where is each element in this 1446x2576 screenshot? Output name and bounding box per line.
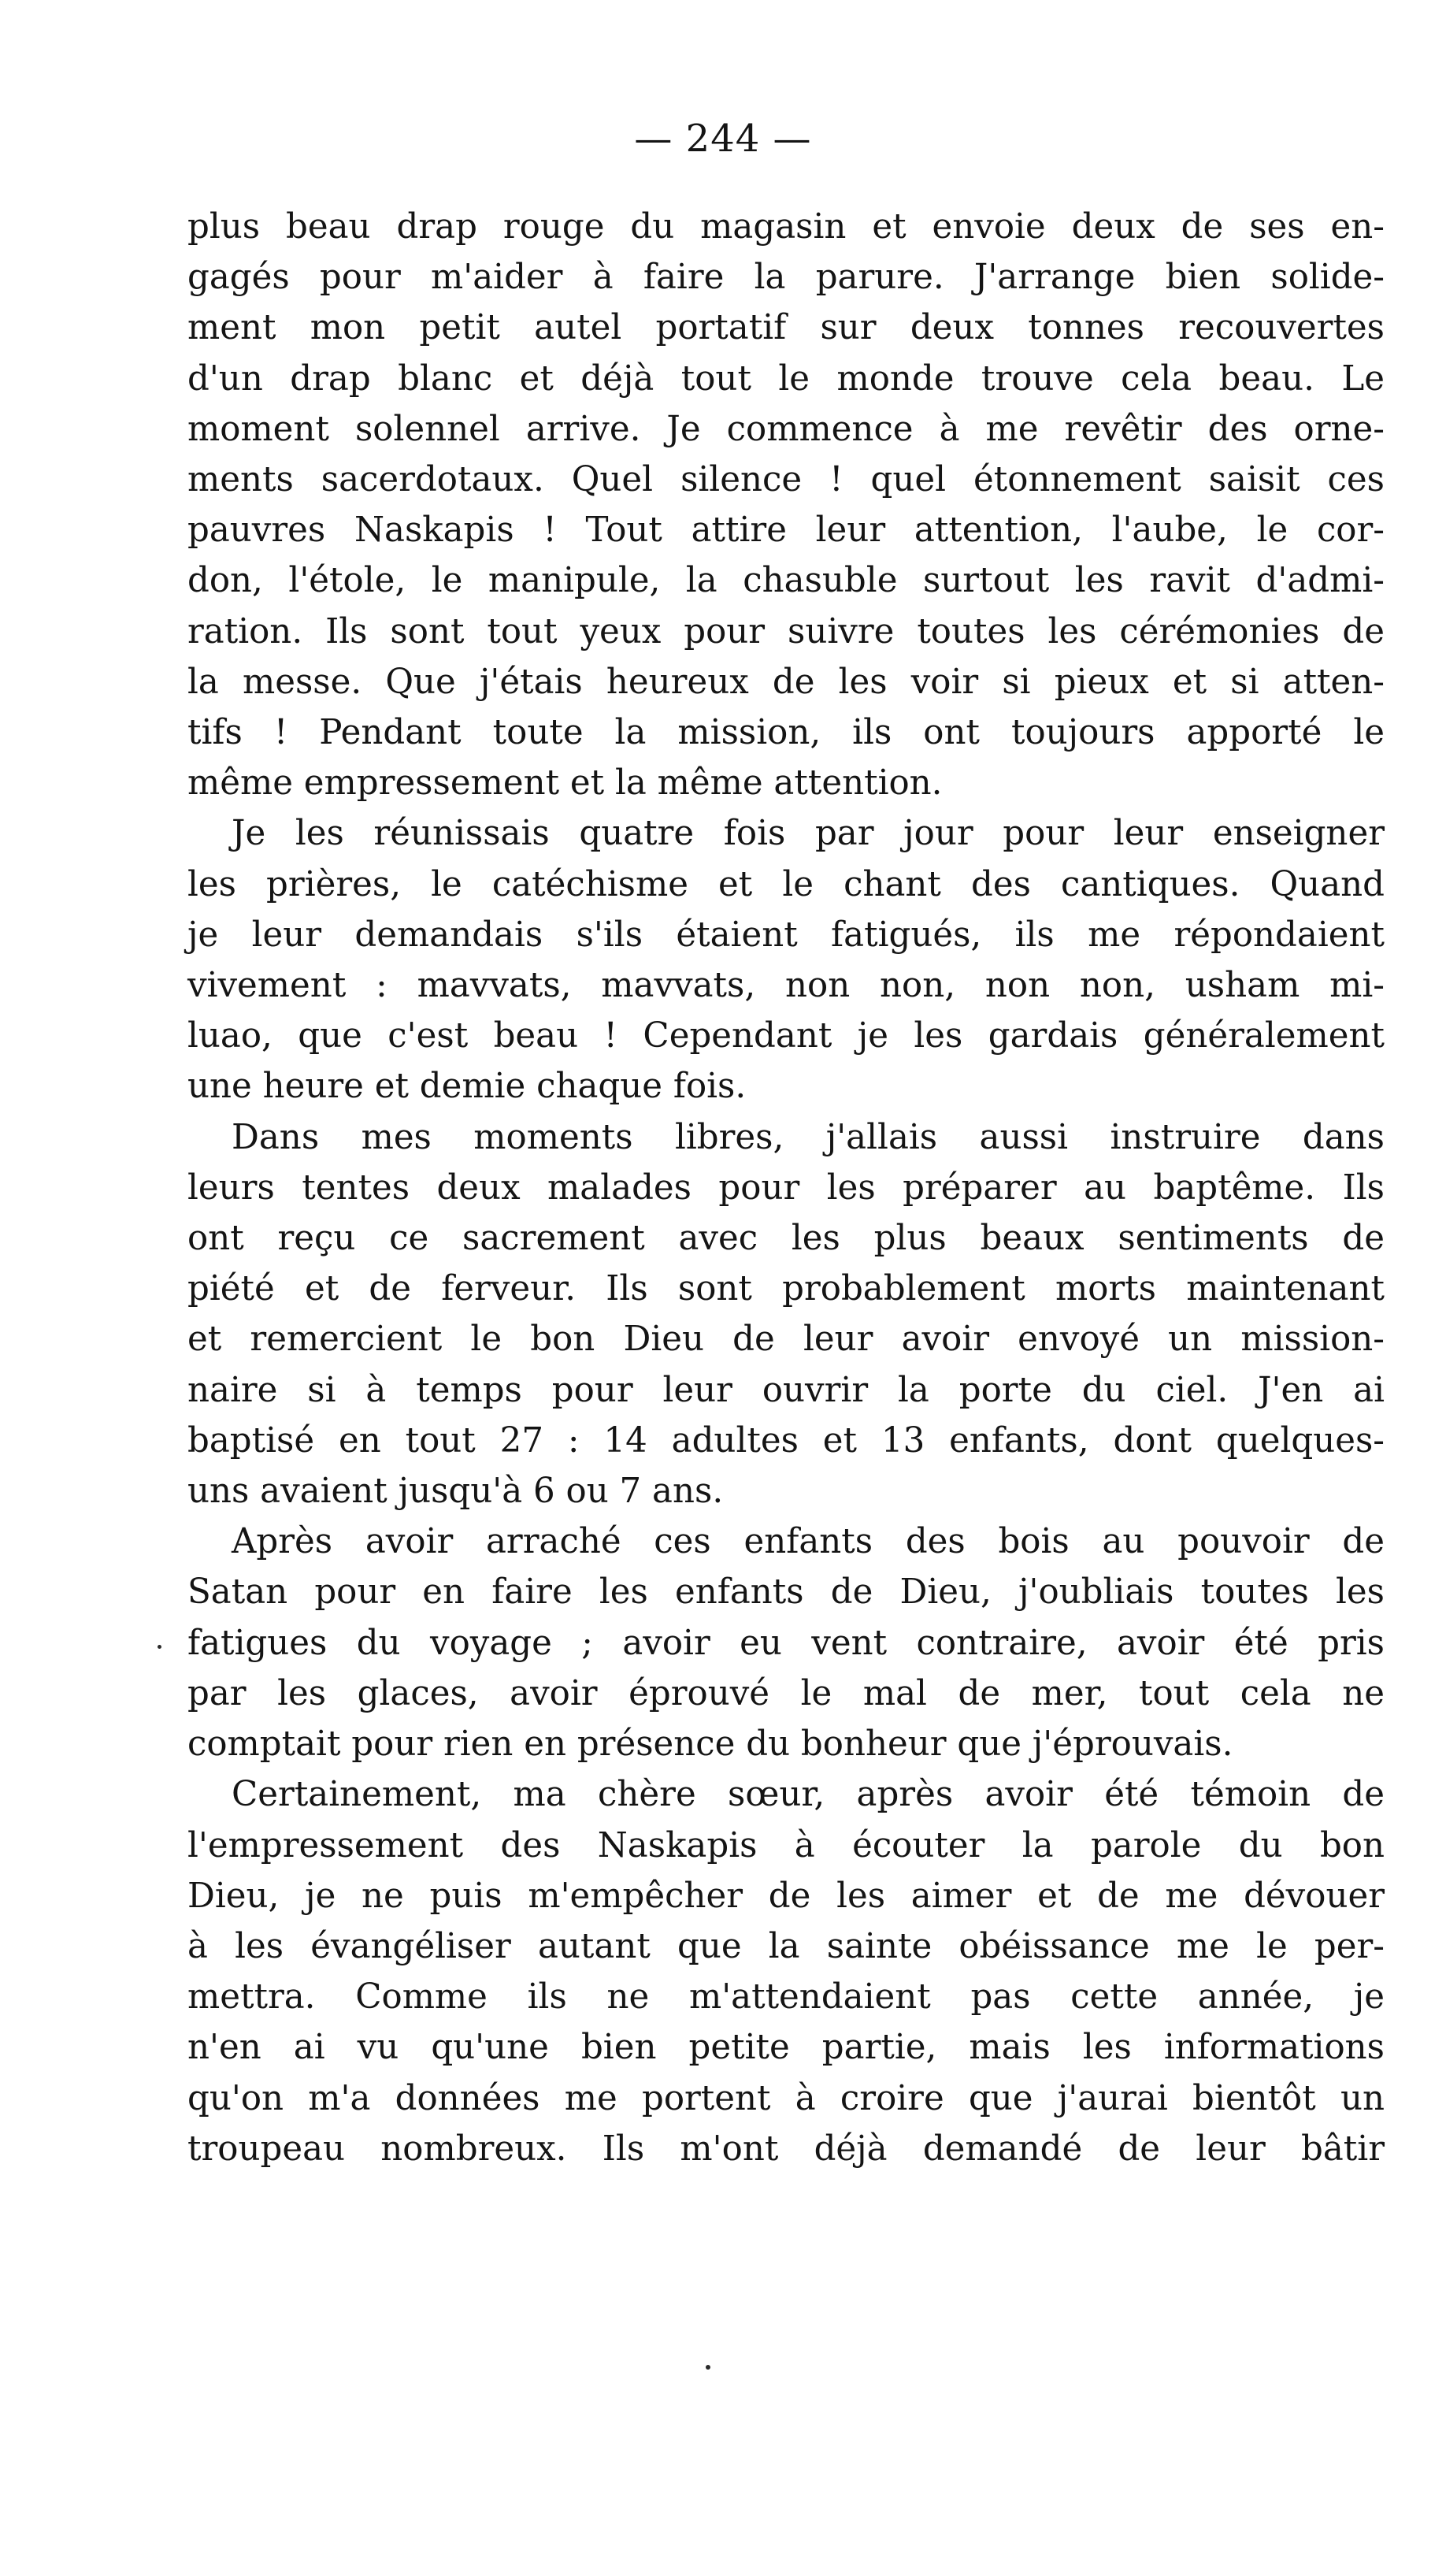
body-text bbox=[187, 202, 1385, 2174]
text-line: Dieu, je ne puis m'empêcher de les aimer et de me dévouer bbox=[187, 1876, 1385, 1916]
text-line: Après avoir arraché ces enfants des bois au pouvoir de bbox=[232, 1522, 1385, 1562]
text-line: naire si à temps pour leur ouvrir la porte du ciel. J'en ai bbox=[187, 1370, 1385, 1410]
text-line: uns avaient jusqu'à 6 ou 7 ans. bbox=[187, 1472, 724, 1512]
ink-speck bbox=[158, 1645, 161, 1649]
ink-speck bbox=[706, 2365, 710, 2370]
text-line: vivement : mavvats, mavvats, non non, non non, usham mi- bbox=[187, 966, 1385, 1006]
text-line: qu'on m'a données me portent à croire que j'aurai bientôt un bbox=[187, 2078, 1385, 2118]
text-line: une heure et demie chaque fois. bbox=[187, 1067, 747, 1107]
paragraph-2 bbox=[187, 808, 1385, 1112]
text-line: Dans mes moments libres, j'allais aussi instruire dans bbox=[232, 1117, 1385, 1157]
text-line: même empressement et la même attention. bbox=[187, 763, 943, 804]
text-line: plus beau drap rouge du magasin et envoie deux de ses en- bbox=[187, 207, 1385, 247]
text-line: don, l'étole, le manipule, la chasuble surtout les ravit d'admi- bbox=[187, 561, 1385, 601]
text-line: et remercient le bon Dieu de leur avoir envoyé un mission- bbox=[187, 1320, 1385, 1360]
text-line: moment solennel arrive. Je commence à me revêtir des orne- bbox=[187, 409, 1385, 449]
text-line: je leur demandais s'ils étaient fatigués, ils me répondaient bbox=[187, 915, 1385, 955]
text-line: ration. Ils sont tout yeux pour suivre toutes les cérémonies de bbox=[187, 611, 1385, 651]
text-line: comptait pour rien en présence du bonheur que j'éprouvais. bbox=[187, 1724, 1233, 1765]
text-line: piété et de ferveur. Ils sont probablement morts maintenant bbox=[187, 1269, 1385, 1309]
text-line: Satan pour en faire les enfants de Dieu, j'oubliais toutes les bbox=[187, 1572, 1385, 1613]
text-line: luao, que c'est beau ! Cependant je les gardais généralement bbox=[187, 1016, 1385, 1056]
text-line: baptisé en tout 27 : 14 adultes et 13 enfants, dont quelques- bbox=[187, 1420, 1385, 1461]
text-line: mettra. Comme ils ne m'attendaient pas cette année, je bbox=[187, 1977, 1385, 2017]
paragraph-1 bbox=[187, 202, 1385, 808]
text-line: d'un drap blanc et déjà tout le monde trouve cela beau. Le bbox=[187, 358, 1385, 399]
text-line: tifs ! Pendant toute la mission, ils ont toujours apporté le bbox=[187, 713, 1385, 753]
paragraph-3 bbox=[187, 1112, 1385, 1517]
text-line: ont reçu ce sacrement avec les plus beaux sentiments de bbox=[187, 1219, 1385, 1259]
text-line: ment mon petit autel portatif sur deux tonnes recouvertes bbox=[187, 308, 1385, 348]
page-number: — 244 — bbox=[634, 117, 812, 161]
text-line: les prières, le catéchisme et le chant des cantiques. Quand bbox=[187, 864, 1385, 904]
text-line: troupeau nombreux. Ils m'ont déjà demandé de leur bâtir bbox=[187, 2129, 1385, 2169]
text-line: gagés pour m'aider à faire la parure. J'arrange bien solide- bbox=[187, 258, 1385, 298]
text-line: pauvres Naskapis ! Tout attire leur attention, l'aube, le cor- bbox=[187, 510, 1385, 551]
text-line: l'empressement des Naskapis à écouter la parole du bon bbox=[187, 1825, 1385, 1865]
text-line: Je les réunissais quatre fois par jour pour leur enseigner bbox=[232, 814, 1385, 854]
text-line: par les glaces, avoir éprouvé le mal de mer, tout cela ne bbox=[187, 1673, 1385, 1713]
paragraph-5 bbox=[187, 1769, 1385, 2174]
text-line: leurs tentes deux malades pour les préparer au baptême. Ils bbox=[187, 1167, 1385, 1208]
paragraph-4 bbox=[187, 1516, 1385, 1769]
text-line: ments sacerdotaux. Quel silence ! quel étonnement saisit ces bbox=[187, 460, 1385, 500]
text-line: n'en ai vu qu'une bien petite partie, mais les informations bbox=[187, 2028, 1385, 2068]
text-line: fatigues du voyage ; avoir eu vent contraire, avoir été pris bbox=[187, 1623, 1385, 1663]
text-line: la messe. Que j'étais heureux de les voir si pieux et si atten- bbox=[187, 662, 1385, 702]
text-line: à les évangéliser autant que la sainte obéissance me le per- bbox=[187, 1926, 1385, 1966]
text-line: Certainement, ma chère sœur, après avoir été témoin de bbox=[232, 1775, 1385, 1815]
